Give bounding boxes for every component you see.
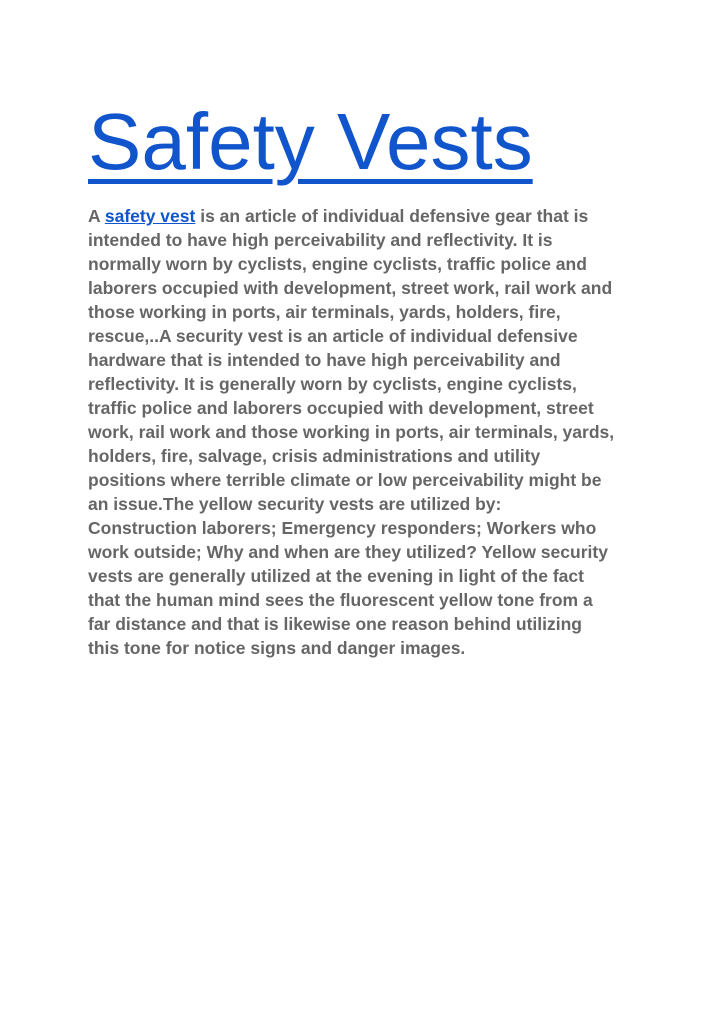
body-line: normally worn by cyclists, engine cyclists, traffic police and: [88, 254, 587, 274]
body-line: work, rail work and those working in ports, air terminals, yards,: [88, 422, 615, 442]
body-line: laborers occupied with development, street work, rail work and: [88, 278, 613, 298]
body-line-suffix: is an article of individual defensive gear that is: [195, 206, 589, 226]
body-line: an issue.The yellow security vests are utilized by:: [88, 494, 502, 514]
body-line: [88, 204, 648, 228]
article-body: [88, 204, 648, 660]
body-line: those working in ports, air terminals, yards, holders, fire,: [88, 302, 561, 322]
body-line: intended to have high perceivability and reflectivity. It is: [88, 230, 553, 250]
body-line-prefix: A: [88, 206, 105, 226]
body-line: traffic police and laborers occupied with development, street: [88, 398, 594, 418]
page-title[interactable]: Safety Vests: [88, 97, 533, 186]
body-line: positions where terrible climate or low perceivability might be: [88, 470, 602, 490]
body-line: this tone for notice signs and danger images.: [88, 638, 466, 658]
body-line: hardware that is intended to have high perceivability and: [88, 350, 561, 370]
safety-vest-link[interactable]: safety vest: [104, 206, 196, 226]
body-line: holders, fire, salvage, crisis administrations and utility: [88, 446, 541, 466]
body-line: vests are generally utilized at the evening in light of the fact: [88, 566, 584, 586]
body-line: work outside; Why and when are they utilized? Yellow security: [88, 542, 608, 562]
body-line: far distance and that is likewise one reason behind utilizing: [88, 614, 582, 634]
body-line: rescue,..A security vest is an article of individual defensive: [88, 326, 578, 346]
body-line: reflectivity. It is generally worn by cyclists, engine cyclists,: [88, 374, 577, 394]
body-line: that the human mind sees the fluorescent yellow tone from a: [88, 590, 593, 610]
body-line: Construction laborers; Emergency responders; Workers who: [88, 518, 597, 538]
